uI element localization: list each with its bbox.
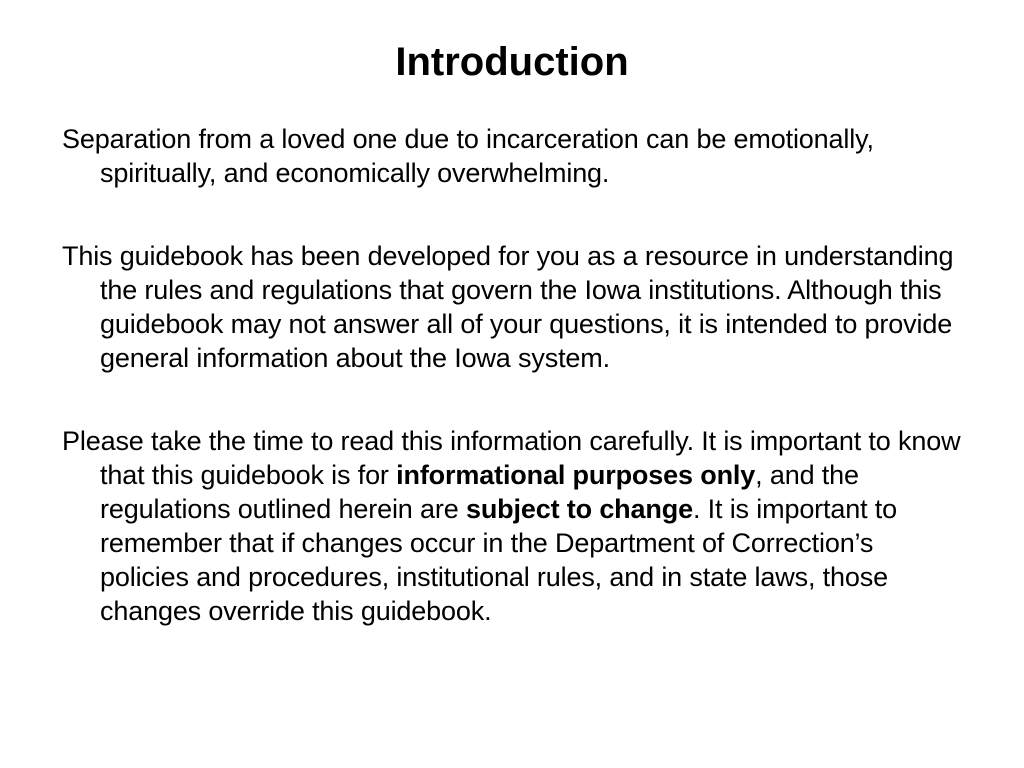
emphasis-informational-purposes: informational purposes only bbox=[396, 460, 756, 490]
slide-body bbox=[62, 122, 962, 628]
paragraph-text: , and the regulations outlined herein are bbox=[100, 460, 859, 524]
slide-title: Introduction bbox=[395, 40, 629, 84]
paragraph-text: . It is important to remember that if changes occur in the Department of Correction’s policies and procedures, institutional rules, and in state laws, those changes override this guidebook. bbox=[100, 494, 898, 626]
paragraph-separation: Separation from a loved one due to incarceration can be emotionally, spiritually, and economically overwhelming. bbox=[62, 124, 874, 188]
paragraph-informational-notice bbox=[62, 424, 962, 628]
emphasis-subject-to-change: subject to change bbox=[465, 494, 693, 524]
paragraph-guidebook-purpose: This guidebook has been developed for you as a resource in understanding the rules and regulations that govern the Iowa institutions. Although this guidebook may not answer all of your questions, it is intended to provide general information about the Iowa system. bbox=[62, 241, 954, 373]
paragraph-text: Please take the time to read this information carefully. It is important to know that this guidebook is for bbox=[62, 426, 961, 490]
